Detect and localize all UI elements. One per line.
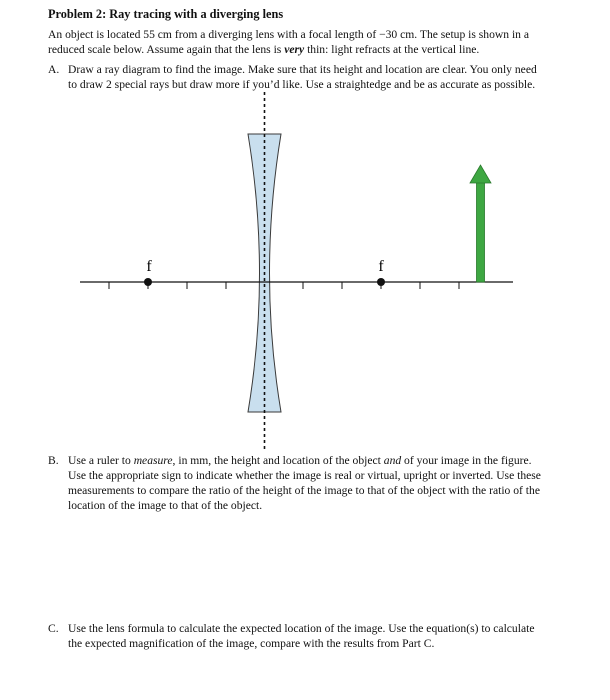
part-c-label: C. [48,622,59,635]
part-b-line-1 [68,453,588,468]
intro-line-1: An object is located 55 cm from a diverging lens with a focal length of −30 cm. The setup is shown in a [48,28,530,41]
part-b-line-3: measurements to compare the ratio of the height of the image to that of the object with the ratio of the [68,484,540,497]
part-c [48,621,588,651]
part-a-line-2: to draw 2 special rays but draw more if you’d like. Use a straightedge and be as accurate as possible. [68,78,536,91]
intro-line-2-end: thin: light refracts at the vertical line. [304,43,480,56]
problem-title: Problem 2: Ray tracing with a diverging lens [48,7,284,21]
part-b-line-1-end: of your image in the figure. [401,454,532,467]
object-arrow [470,165,491,282]
part-b-line-1-middle: , in mm, the height and location of the object [172,454,384,467]
part-b-line-4: location of the image to that of the object. [68,499,263,512]
focal-point-left [144,278,152,286]
part-b-line-2: Use the appropriate sign to indicate whether the image is real or virtual, upright or inverted. Use these [68,469,541,482]
part-a-label: A. [48,63,60,76]
object-arrow-head [470,165,491,183]
focal-point-right [377,278,385,286]
axis-ticks [109,282,459,289]
part-b-emphasis-and: and [383,454,402,467]
part-b-label: B. [48,454,59,467]
part-a-line-1: Draw a ray diagram to find the image. Make sure that its height and location are clear. You only need [68,63,537,76]
part-c-line-2: the expected magnification of the image, compare with the results from Part C. [68,637,435,650]
focal-label-right: f [378,258,384,275]
part-b-emphasis-measure: measure [133,454,173,467]
intro-emphasis: very [284,43,305,56]
object-arrow-shaft [477,181,485,282]
part-b [48,453,588,513]
part-b-line-1-start: Use a ruler to [68,454,134,467]
part-c-line-1: Use the lens formula to calculate the expected location of the image. Use the equation(s) to calculate [68,622,535,635]
focal-label-left: f [146,258,152,275]
intro-line-2-start: reduced scale below. Assume again that the lens is [48,43,285,56]
